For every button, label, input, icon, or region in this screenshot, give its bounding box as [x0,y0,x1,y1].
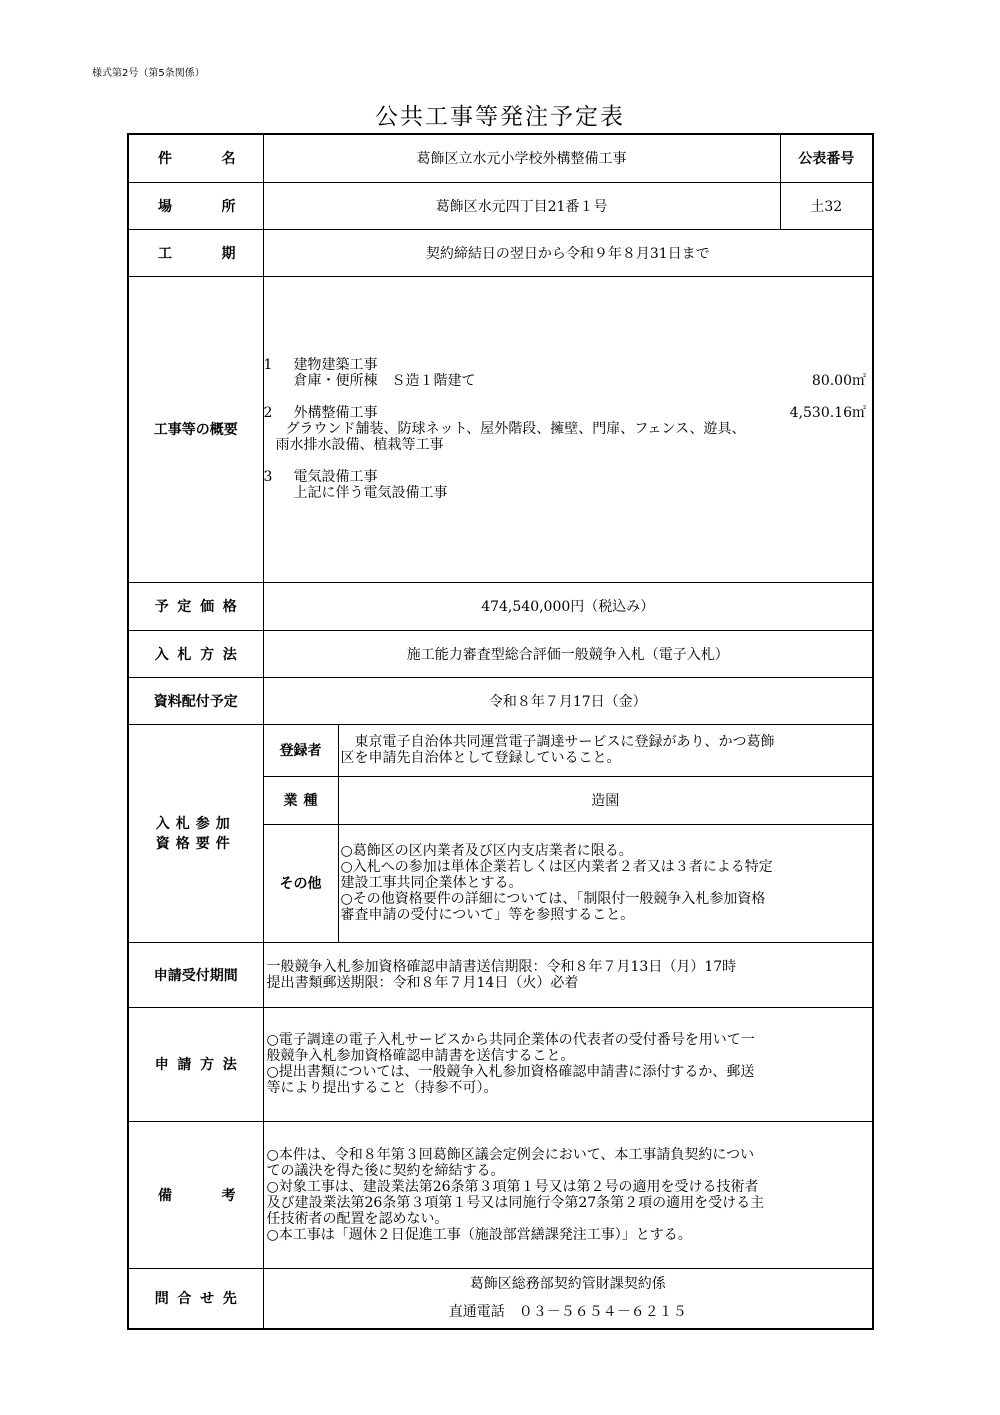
row-application-period [128,942,873,1007]
row-overview [128,276,873,582]
value-remarks: ○本件は、令和８年第３回葛飾区議会定例会において、本工事請負契約につい ての議決を得た後に契約を締結する。 ○対象工事は、建設業法第26条第３項第１号又は第２号の適用を受ける技術者 及び建設業法第26条第３項第１号又は同施行令第27条第２項の適用を受ける主 任技術者の配置を認めない。 ○本工事は「週休２日促進工事（施設部営繕課発注工事）」とする。 [263,1121,873,1268]
page-title: 公共工事等発注予定表 [375,104,625,130]
value-notice-no: 土32 [780,182,873,229]
row-contact [128,1268,873,1329]
value-other: ○葛飾区の区内業者及び区内支店業者に限る。 ○入札への参加は単体企業若しくは区内業者２者又は３者による特定 建設工事共同企業体とする。 ○その他資格要件の詳細については、「制限付一般競争入札参加資格 審査申請の受付について」等を参照すること。 [338,824,873,942]
label-notice-no: 公表番号 [780,134,873,182]
label-overview: 工事等の概要 [128,276,263,582]
value-bid-method: 施工能力審査型総合評価一般競争入札（電子入札） [263,630,873,677]
value-name: 葛飾区立水元小学校外構整備工事 [263,134,780,182]
label-name: 件 名 [128,134,263,182]
value-contact [263,1268,873,1329]
label-type: 業 種 [263,776,338,824]
value-doc-date: 令和８年７月17日（金） [263,677,873,724]
label-other: その他 [263,824,338,942]
value-place: 葛飾区水元四丁目21番１号 [263,182,780,229]
contact-phone: 直通電話 ０３－５６５４－６２１５ [448,1304,687,1321]
value-application-method: ○電子調達の電子入札サービスから共同企業体の代表者の受付番号を用いて一 般競争入札参加資格確認申請書を送信すること。 ○提出書類については、一般競争入札参加資格確認申請書に添付するか、郵送 等により提出すること（持参不可）。 [263,1007,873,1121]
label-registrant: 登録者 [263,724,338,776]
value-application-period: 一般競争入札参加資格確認申請書送信期限：令和８年７月13日（月）17時 提出書類郵送期限：令和８年７月14日（火）必着 [263,942,873,1007]
value-overview: 1 建物建築工事 倉庫・便所棟 Ｓ造１階建て 80.00㎡ 2 外構整備工事 4,530.16㎡ グラウンド舗装、防球ネット、屋外階段、擁壁、門扉、フェンス、遊具、 雨水排水設備、植栽等工事 3 電気設備工事 上記に伴う電気設備工事 [263,276,873,582]
label-remarks: 備 考 [128,1121,263,1268]
label-contact: 問 合 せ 先 [128,1268,263,1329]
row-remarks [128,1121,873,1268]
row-place [128,182,873,229]
label-application-method: 申 請 方 法 [128,1007,263,1121]
row-period [128,229,873,276]
label-place: 場 所 [128,182,263,229]
row-application-method [128,1007,873,1121]
label-bid-method: 入 札 方 法 [128,630,263,677]
contact-department: 葛飾区総務部契約管財課契約係 [469,1276,666,1293]
row-doc-date [128,677,873,724]
value-registrant: 東京電子自治体共同運営電子調達サービスに登録があり、かつ葛飾 区を申請先自治体として登録していること。 [338,724,873,776]
value-type: 造園 [338,776,873,824]
label-price: 予 定 価 格 [128,582,263,630]
schedule-table [127,133,874,1330]
row-bid-method [128,630,873,677]
label-doc-date: 資料配付予定 [128,677,263,724]
label-application-period: 申請受付期間 [128,942,263,1007]
row-price [128,582,873,630]
form-number: 様式第2号（第5条関係） [92,68,205,79]
value-period: 契約締結日の翌日から令和９年８月31日まで [263,229,873,276]
row-req-registrant [128,724,873,776]
label-period: 工 期 [128,229,263,276]
label-requirements: 入札参加 資格要件 [128,724,263,942]
value-price: 474,540,000円（税込み） [263,582,873,630]
row-name [128,134,873,182]
